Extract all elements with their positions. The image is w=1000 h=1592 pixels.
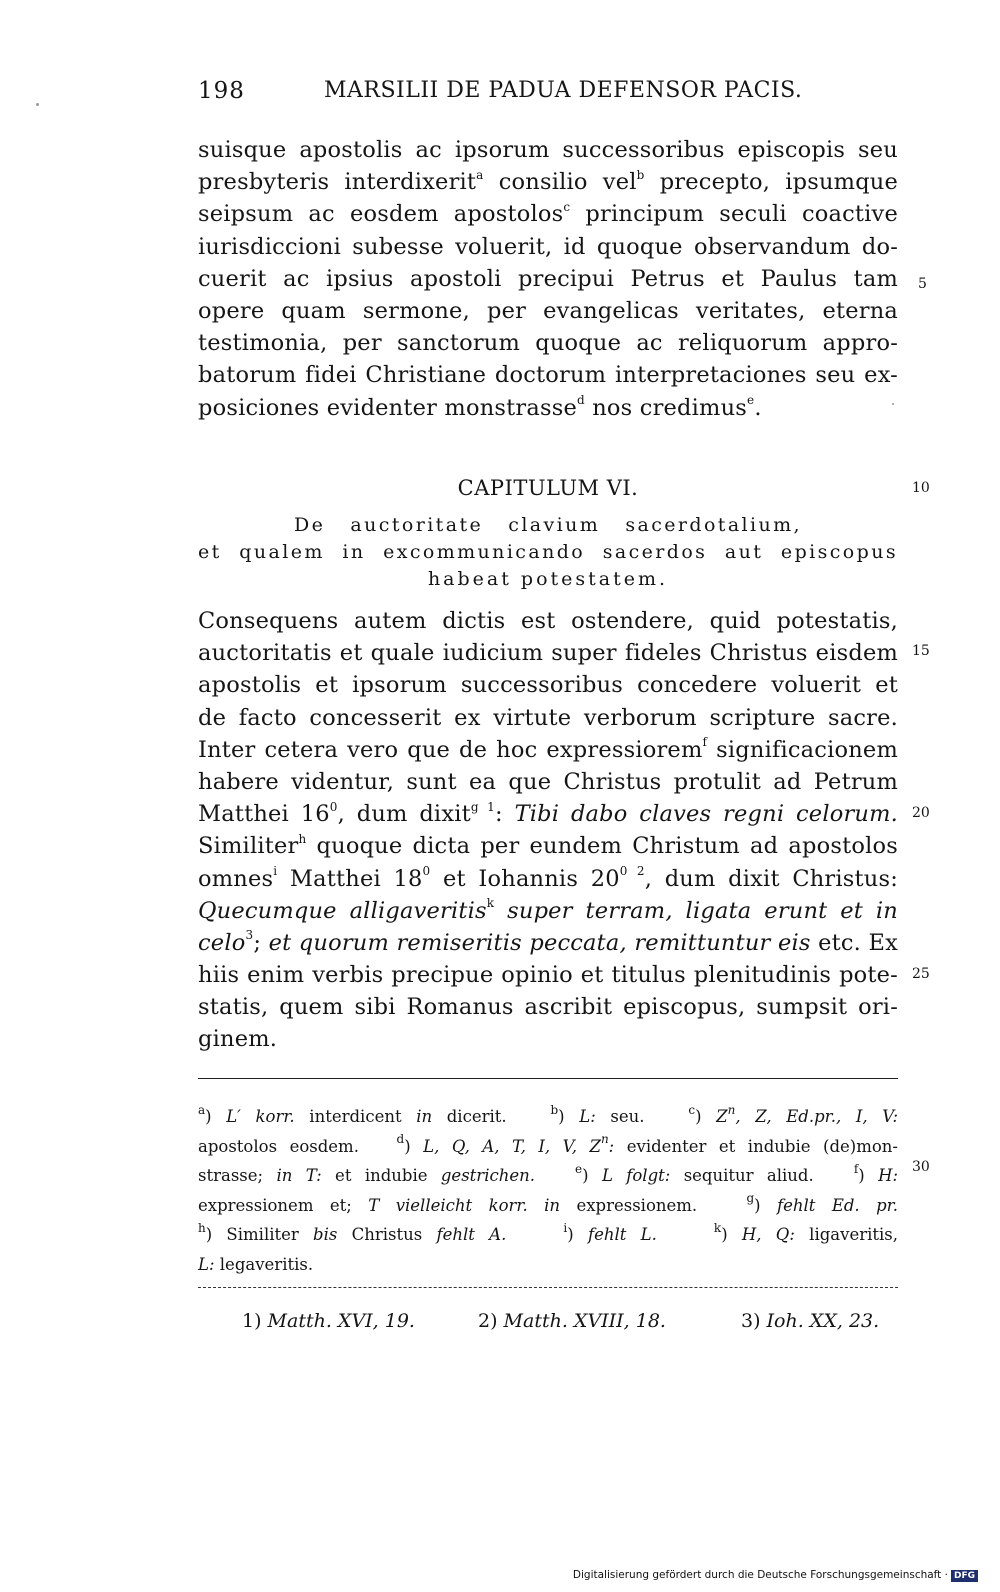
- top-paragraph: [198, 134, 898, 424]
- text-line: Matthei $16^0$, dum dixit$^{g 1}$: Tibi dabo claves regni celorum.: [198, 799, 898, 828]
- citation: 1) Matth. XVI, 19.: [242, 1310, 415, 1332]
- chapter-subtitle-line: habeat potestatem.: [427, 568, 669, 590]
- line-number: 20: [912, 805, 930, 821]
- text-line: auctoritatis et quale iudicium super fideles Christus eisdem: [198, 640, 898, 667]
- footnote-line: $^h$) Similiter bis Christus fehlt A. $^i$) fehlt L. $^k$) H, Q: ligaveritis,: [198, 1220, 898, 1244]
- text-line: apostolis et ipsorum successoribus concedere voluerit et: [198, 672, 898, 699]
- text-line: Quecumque alligaveritis$^k$ super terram, ligata erunt et in: [198, 896, 898, 924]
- credit-text: Digitalisierung gefördert durch die Deutsche Forschungsgemeinschaft ·: [572, 1569, 948, 1581]
- text-line: habere videntur, sunt ea que Christus protulit ad Petrum: [198, 768, 898, 795]
- text-line: Similiter$^h$ quoque dicta per eundem Christum ad apostolos: [198, 831, 898, 860]
- chapter-subtitle-line: De auctoritate clavium sacerdotalium,: [294, 514, 802, 536]
- line-number: 10: [912, 480, 930, 496]
- chapter-subtitle: [198, 512, 898, 593]
- line-number: 30: [912, 1159, 930, 1175]
- body-paragraph: [198, 605, 898, 1056]
- paper-speck: [36, 103, 39, 106]
- footnote-line: expressionem et; T vielleicht korr. in expressionem. $^g$) fehlt Ed. pr.: [198, 1191, 898, 1215]
- text-line: celo$^3$; et quorum remiseritis peccata, remittuntur eis etc. Ex: [198, 928, 898, 956]
- text-line: posiciones evidenter monstrasse$^d$ nos credimus$^e$.: [198, 393, 762, 421]
- text-line: presbyteris interdixerit$^a$ consilio vel$^b$ precepto, ipsumque: [198, 167, 899, 196]
- dfg-logo: DFG: [951, 1570, 978, 1582]
- page-number: 198: [198, 78, 245, 104]
- text-line: Consequens autem dictis est ostendere, quid potestatis,: [198, 608, 898, 634]
- text-line: iurisdiccioni subesse voluerit, id quoque observandum do-: [198, 233, 898, 260]
- footnote-line: apostolos eosdem. $^d$) L, Q, A, T, I, V, $Z^n$: evidenter et indubie (de)mon-: [198, 1132, 898, 1156]
- text-line: cuerit ac ipsius apostoli precipui Petrus et Paulus tam: [198, 265, 898, 292]
- text-line: batorum fidei Christiane doctorum interpretaciones seu ex-: [198, 362, 898, 389]
- text-line: opere quam sermone, per evangelicas veritates, eterna: [198, 297, 898, 324]
- footnote-line: L: legaveritis.: [198, 1254, 314, 1274]
- text-line: hiis enim verbis precipue opinio et titulus plenitudinis pote-: [198, 962, 898, 989]
- line-number: 15: [912, 643, 930, 659]
- chapter-title: CAPITULUM VI.: [457, 476, 639, 500]
- footnote-line: strasse; in T: et indubie gestrichen. $^e$) L folgt: sequitur aliud. $^f$) H:: [198, 1161, 899, 1185]
- citation: 2) Matth. XVIII, 18.: [478, 1310, 666, 1332]
- footnote-divider: [198, 1078, 898, 1079]
- text-line: statis, quem sibi Romanus ascribit episcopus, sumpsit ori-: [198, 994, 898, 1021]
- text-line: suisque apostolis ac ipsorum successoribus episcopis seu: [198, 137, 898, 163]
- running-title: MARSILII DE PADUA DEFENSOR PACIS.: [324, 78, 803, 103]
- source-citations: [198, 1310, 898, 1340]
- line-number: 5: [918, 276, 927, 292]
- textual-footnotes: [198, 1102, 898, 1279]
- paper-speck: [892, 403, 894, 405]
- line-number: 25: [912, 966, 930, 982]
- running-header: [198, 78, 898, 114]
- text-line: de facto concesserit ex virtute verborum scripture sacre.: [198, 704, 898, 731]
- text-line: seipsum ac eosdem apostolos$^c$ principum seculi coactive: [198, 199, 898, 228]
- citation-divider: [198, 1287, 898, 1288]
- footnote-line: $^a$) L′ korr. interdicent in dicerit. $^b$) L: seu. $^c$) $Z^n$, Z, Ed.pr., I, V:: [198, 1102, 899, 1126]
- text-line: ginem.: [198, 1026, 278, 1053]
- chapter-subtitle-line: et qualem in excommunicando sacerdos aut episcopus: [198, 541, 898, 563]
- text-line: omnes$^i$ Matthei $18^0$ et Iohannis $20^{0 2}$, dum dixit Christus:: [198, 864, 898, 892]
- digitization-credit: [573, 1569, 978, 1582]
- text-line: Inter cetera vero que de hoc expressiorem$^f$ significacionem: [198, 735, 898, 763]
- citation: 3) Ioh. XX, 23.: [741, 1310, 880, 1332]
- text-line: testimonia, per sanctorum quoque ac reliquorum appro-: [198, 330, 898, 357]
